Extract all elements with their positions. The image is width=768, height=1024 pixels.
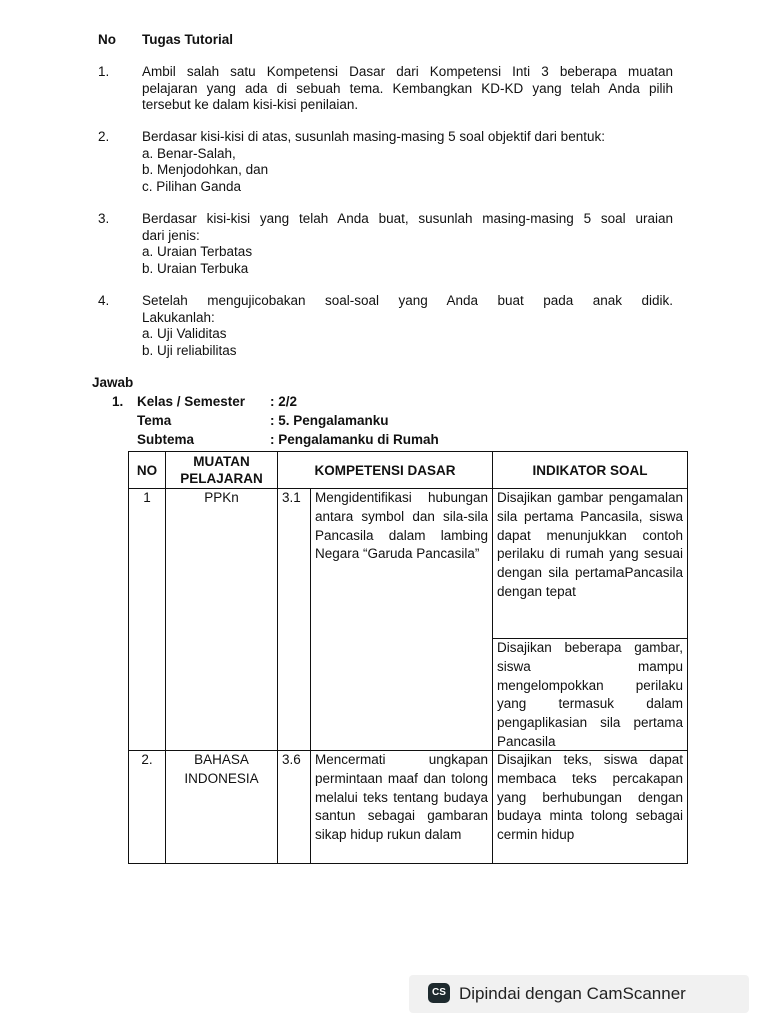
task-number: 1. (98, 64, 110, 79)
row-number: 2. (129, 751, 166, 864)
task-line: b. Uraian Terbuka (142, 260, 249, 276)
task-line: dari jenis: (142, 227, 200, 243)
task-line: a. Benar-Salah, (142, 145, 236, 161)
header-muatan-pelajaran (166, 452, 278, 489)
header-muatan-line1: MUATAN (193, 454, 250, 469)
row-kd-text: Mencermati ungkapan permintaan maaf dan tolong melalui teks tentang budaya santun sebagai gambaran sikap hidup rukun dalam (311, 751, 493, 864)
table-header-row (129, 452, 688, 489)
indicator-item: Disajikan gambar pengamalan sila pertama Pancasila, siswa dapat menunjukkan contoh perilaku di rumah yang sesuai dengan sila pertamaPancasila dengan tepat (497, 490, 684, 599)
kelas-label: Kelas / Semester (137, 394, 246, 409)
task-line: Setelah mengujicobakan soal-soal yang Anda buat pada anak didik. (142, 293, 673, 308)
header-no: NO (129, 452, 166, 489)
task-line: Lakukanlah: (142, 309, 215, 325)
camscanner-watermark (409, 975, 749, 1013)
row-indicators (493, 489, 688, 751)
answer-item-number: 1. (112, 394, 124, 409)
header-kompetensi-dasar: KOMPETENSI DASAR (278, 452, 493, 489)
row-muatan-line1: BAHASA (194, 752, 249, 767)
task-line: Berdasar kisi-kisi yang telah Anda buat, susunlah masing-masing 5 soal uraian (142, 211, 673, 226)
subtema-value: : Pengalamanku di Rumah (270, 432, 439, 447)
row-kd-code: 3.1 (278, 489, 311, 751)
tema-label: Tema (137, 413, 172, 428)
row-kd-code: 3.6 (278, 751, 311, 864)
task-line: Ambil salah satu Kompetensi Dasar dari Kompetensi Inti 3 beberapa muatan (142, 64, 673, 79)
camscanner-logo-icon: CS (428, 983, 450, 1003)
row-indicator: Disajikan teks, siswa dapat membaca teks percakapan yang berhubungan dengan budaya minta tolong sebagai cermin hidup (493, 751, 688, 864)
indicator-item: Disajikan beberapa gambar, siswa mampu mengelompokkan perilaku yang termasuk dalam pengaplikasian sila pertama Pancasila (493, 638, 687, 750)
task-line: b. Uji reliabilitas (142, 342, 237, 358)
task-line: tersebut ke dalam kisi-kisi penilaian. (142, 97, 359, 112)
answer-heading: Jawab (92, 375, 134, 390)
row-kd-text: Mengidentifikasi hubungan antara symbol dan sila-sila Pancasila dalam lambing Negara “Garuda Pancasila” (311, 489, 493, 751)
task-line: b. Menjodohkan, dan (142, 162, 269, 177)
task-text (142, 129, 673, 195)
subtema-label: Subtema (137, 432, 195, 447)
task-number: 2. (98, 129, 110, 144)
row-number: 1 (129, 489, 166, 751)
task-line: c. Pilihan Ganda (142, 178, 242, 194)
tema-value: : 5. Pengalamanku (270, 413, 389, 428)
table-row (129, 489, 688, 751)
header-indikator-soal: INDIKATOR SOAL (493, 452, 688, 489)
page-title: Tugas Tutorial (142, 32, 233, 47)
task-line: pelajaran yang ada di sebuah tema. Kembangkan KD-KD yang telah Anda pilih (142, 80, 673, 96)
task-line: a. Uji Validitas (142, 326, 227, 341)
task-text (142, 293, 673, 359)
kelas-value: : 2/2 (270, 394, 298, 409)
kisi-kisi-table (128, 451, 688, 864)
task-text (142, 211, 673, 277)
row-muatan (166, 751, 278, 864)
header-no-label: No (98, 32, 116, 47)
camscanner-text: Dipindai dengan CamScanner (459, 984, 686, 1003)
task-line: a. Uraian Terbatas (142, 244, 253, 259)
row-muatan: PPKn (166, 489, 278, 751)
task-text (142, 64, 673, 114)
task-line: Berdasar kisi-kisi di atas, susunlah masing-masing 5 soal objektif dari bentuk: (142, 129, 605, 144)
row-muatan-line2: INDONESIA (184, 770, 259, 786)
table-row (129, 751, 688, 864)
task-number: 4. (98, 293, 110, 308)
header-muatan-line2: PELAJARAN (180, 471, 263, 486)
task-number: 3. (98, 211, 110, 226)
